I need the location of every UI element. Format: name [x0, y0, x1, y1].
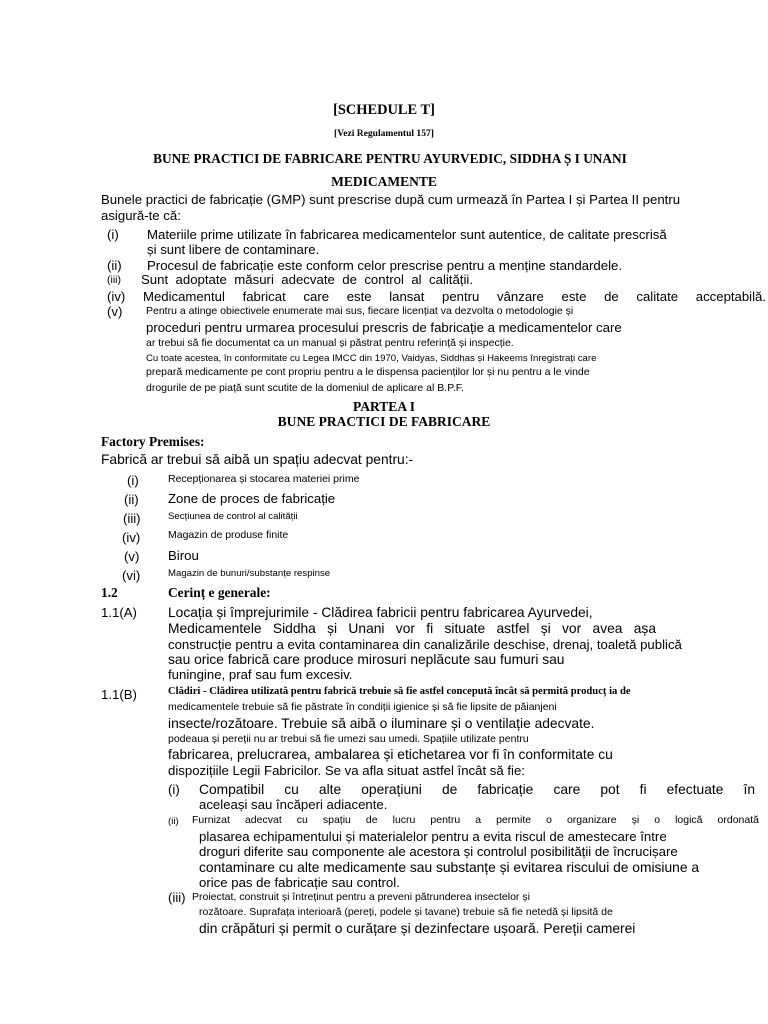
clause-text: dispozițiile Legii Fabricilor. Se va afla situat astfel încât să fie: — [168, 763, 525, 778]
clause-text: Clădiri - Clădirea utilizată pentru fabrică trebuie să fie astfel concepută încât să permită producț ia de — [168, 686, 631, 697]
regulation-reference: [Vezi Regulamentul 157] — [334, 128, 434, 139]
item-text: proceduri pentru urmarea procesului prescris de fabricație a medicamentelor care — [146, 320, 622, 335]
clause-number: 1.1(B) — [101, 687, 137, 702]
item-text: Cu toate acestea, în conformitate cu Legea IMCC din 1970, Vaidyas, Siddhas și Hakeems înregistrați care — [146, 353, 597, 364]
item-number: (iii) — [107, 274, 121, 286]
document-title-line1: BUNE PRACTICI DE FABRICARE PENTRU AYURVEDIC, SIDDHA Ș I UNANI — [153, 151, 627, 166]
section-number: 1.2 — [101, 585, 118, 600]
clause-text: podeaua și pereții nu ar trebui să fie umezi sau umedi. Spațiile utilizate pentru — [168, 733, 529, 745]
subitem-text: droguri diferite sau componente ale acestora și controlul posibilității de încrucișare — [199, 844, 678, 859]
premises-label: Factory Premises: — [101, 434, 205, 449]
subitem-number: (ii) — [168, 816, 179, 827]
item-text: Pentru a atinge obiectivele enumerate mai sus, fiecare licențiat va dezvolta o metodologie și — [146, 305, 574, 317]
list-item-number: (v) — [124, 549, 140, 564]
premises-intro: Fabrică ar trebui să aibă un spațiu adecvat pentru:- — [101, 452, 414, 467]
clause-text: construcție pentru a evita contaminarea din canalizările deschise, drenaj, toaletă publică — [168, 637, 682, 652]
clause-text: medicamentele trebuie să fie păstrate în condiții igienice și să fie lipsite de păianjeni — [168, 701, 557, 713]
document-title-line2: MEDICAMENTE — [331, 174, 437, 189]
subitem-text: Furnizat adecvat cu spațiu de lucru pentru a permite o organizare și o logică ordonată — [192, 814, 759, 826]
subitem-text: plasarea echipamentului și materialelor pentru a evita riscul de amestecare între — [199, 829, 667, 844]
list-item-number: (iii) — [123, 511, 141, 526]
intro-line1: Bunele practici de fabricație (GMP) sunt prescrise după cum urmează în Partea I și Partea II pentru — [101, 192, 681, 207]
list-item-number: (iv) — [122, 530, 141, 545]
item-text: și sunt libere de contaminare. — [147, 242, 320, 257]
item-text: drogurile de pe piață sunt scutite de la domeniul de aplicare al B.P.F. — [146, 382, 464, 394]
clause-number: 1.1(A) — [101, 605, 137, 620]
list-item-number: (vi) — [122, 568, 141, 583]
subitem-number: (i) — [168, 782, 180, 797]
intro-line2: asigură-te că: — [101, 208, 181, 223]
subitem-text: aceleași sau încăperi adiacente. — [199, 797, 388, 812]
subitem-text: Compatibil cu alte operațiuni de fabricație care pot fi efectuate în — [199, 782, 755, 797]
list-item-text: Zone de proces de fabricație — [168, 491, 336, 506]
list-item-text: Magazin de produse finite — [168, 529, 289, 541]
part-subheading: BUNE PRACTICI DE FABRICARE — [277, 414, 491, 429]
clause-text: fabricarea, prelucrarea, ambalarea și etichetarea vor fi în conformitate cu — [168, 747, 613, 762]
item-number: (ii) — [107, 258, 122, 273]
clause-text: insecte/rozătoare. Trebuie să aibă o iluminare și o ventilație adecvate. — [168, 716, 595, 731]
subitem-text: orice pas de fabricație sau control. — [199, 875, 400, 890]
subitem-number: (iii) — [168, 890, 186, 905]
item-text: Sunt adoptate măsuri adecvate de control al calității. — [141, 272, 473, 287]
part-heading: PARTEA I — [353, 399, 415, 414]
item-number: (iv) — [107, 289, 126, 304]
clause-text: Medicamentele Siddha și Unani vor fi situate astfel și vor avea așa — [168, 621, 656, 636]
subitem-text: Proiectat, construit și întreținut pentru a preveni pătrunderea insectelor și — [192, 891, 530, 903]
section-title: Cerinț e generale: — [168, 585, 271, 600]
list-item-text: Secțiunea de control al calității — [168, 511, 298, 522]
item-number: (v) — [107, 304, 123, 319]
list-item-number: (ii) — [124, 492, 139, 507]
item-text: Medicamentul fabricat care este lansat pentru vânzare este de calitate acceptabilă. — [143, 289, 766, 304]
list-item-number: (i) — [127, 473, 139, 488]
list-item-text: Recepționarea și stocarea materiei prime — [168, 473, 360, 485]
list-item-text: Birou — [168, 548, 199, 563]
item-text: Procesul de fabricație este conform celor prescrise pentru a menține standardele. — [147, 258, 622, 273]
clause-text: sau orice fabrică care produce mirosuri neplăcute sau fumuri sau — [168, 652, 565, 667]
list-item-text: Magazin de bunuri/substanțe respinse — [168, 568, 331, 579]
subitem-text: rozătoare. Suprafața interioară (pereți, podele și tavane) trebuie să fie netedă și lipsită de — [199, 906, 613, 918]
subitem-text: contaminare cu alte medicamente sau substanțe și evitarea riscului de omisiune a — [199, 860, 700, 875]
schedule-heading: [SCHEDULE T] — [333, 102, 435, 118]
item-text: Materiile prime utilizate în fabricarea medicamentelor sunt autentice, de calitate prescrisă — [147, 227, 667, 242]
item-text: prepară medicamente pe cont propriu pentru a le dispensa pacienților lor și nu pentru a le vinde — [146, 366, 590, 378]
clause-text: funingine, praf sau fum excesiv. — [168, 667, 353, 682]
item-text: ar trebui să fie documentat ca un manual și păstrat pentru referință și inspecție. — [146, 337, 514, 349]
clause-text: Locația și împrejurimile - Clădirea fabricii pentru fabricarea Ayurvedei, — [168, 605, 593, 620]
item-number: (i) — [107, 227, 119, 242]
subitem-text: din crăpături și permit o curățare și dezinfectare ușoară. Pereții camerei — [199, 921, 636, 936]
